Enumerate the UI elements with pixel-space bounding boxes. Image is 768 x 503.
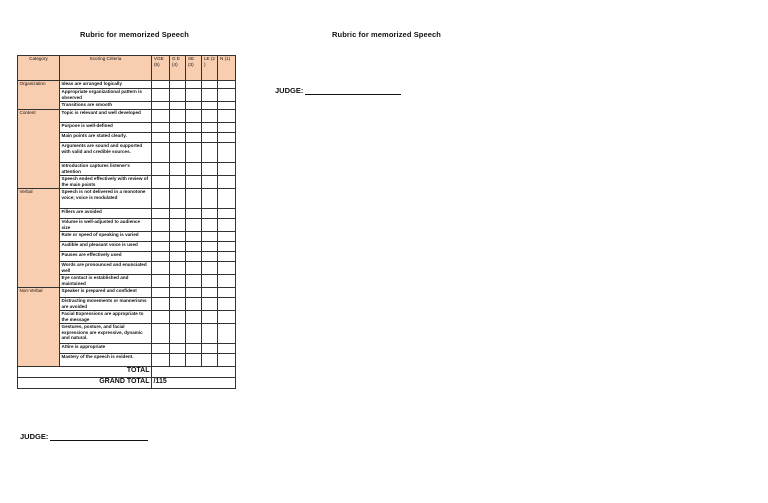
- score-cell[interactable]: [218, 163, 236, 176]
- table-row: [18, 288, 236, 298]
- judge-label: JUDGE:: [275, 86, 304, 95]
- score-cell[interactable]: [170, 275, 186, 288]
- criteria-cell: Words are pronounced and enunciated well: [60, 262, 152, 275]
- score-cell[interactable]: [170, 311, 186, 324]
- score-cell[interactable]: [152, 242, 170, 252]
- judge-signature-bottom: [20, 432, 148, 441]
- score-cell[interactable]: [202, 133, 218, 143]
- grand-total-label: GRAND TOTAL: [18, 378, 152, 389]
- criteria-cell: Arguments are sound and supported with valid and credible sources.: [60, 143, 152, 163]
- score-cell[interactable]: [170, 89, 186, 102]
- score-cell[interactable]: [170, 133, 186, 143]
- grand-total-value: /115: [152, 378, 236, 389]
- category-cell: Non-Verbal: [18, 288, 60, 367]
- score-cell[interactable]: [186, 262, 202, 275]
- total-value-cell[interactable]: [152, 367, 236, 378]
- score-cell[interactable]: [202, 275, 218, 288]
- score-cell[interactable]: [152, 143, 170, 163]
- table-header-row: [18, 56, 236, 81]
- score-cell[interactable]: [152, 275, 170, 288]
- criteria-cell: Audible and pleasant voice is used: [60, 242, 152, 252]
- score-cell[interactable]: [152, 252, 170, 262]
- score-cell[interactable]: [186, 288, 202, 298]
- score-cell[interactable]: [152, 89, 170, 102]
- score-cell[interactable]: [202, 298, 218, 311]
- criteria-cell: Mastery of the speech is evident.: [60, 354, 152, 367]
- header-rating-ge: G E (4): [170, 56, 186, 81]
- criteria-cell: Pauses are effectively used: [60, 252, 152, 262]
- criteria-cell: Speaker is prepared and confident: [60, 288, 152, 298]
- table-row: [18, 110, 236, 123]
- rubric-table: [17, 55, 236, 389]
- score-cell[interactable]: [218, 252, 236, 262]
- total-label: TOTAL: [18, 367, 152, 378]
- score-cell[interactable]: [152, 262, 170, 275]
- score-cell[interactable]: [202, 242, 218, 252]
- score-cell[interactable]: [202, 89, 218, 102]
- score-cell[interactable]: [186, 189, 202, 209]
- score-cell[interactable]: [170, 232, 186, 242]
- criteria-cell: Facial Expressions are appropriate to the message: [60, 311, 152, 324]
- criteria-cell: Main points are stated clearly.: [60, 133, 152, 143]
- score-cell[interactable]: [186, 311, 202, 324]
- score-cell[interactable]: [152, 288, 170, 298]
- criteria-cell: Purpose is well-defined: [60, 123, 152, 133]
- score-cell[interactable]: [152, 81, 170, 89]
- criteria-cell: Volume is well-adjusted to audience size: [60, 219, 152, 232]
- score-cell[interactable]: [202, 324, 218, 344]
- criteria-cell: Introduction captures listener's attention: [60, 163, 152, 176]
- score-cell[interactable]: [170, 219, 186, 232]
- table-row: [18, 189, 236, 209]
- score-cell[interactable]: [152, 311, 170, 324]
- category-cell: Content: [18, 110, 60, 189]
- criteria-cell: Gestures, posture, and facial expressions are expressive, dynamic and natural.: [60, 324, 152, 344]
- criteria-cell: Distracting movements or mannerisms are avoided: [60, 298, 152, 311]
- score-cell[interactable]: [170, 81, 186, 89]
- score-cell[interactable]: [186, 176, 202, 189]
- score-cell[interactable]: [202, 102, 218, 110]
- score-cell[interactable]: [202, 209, 218, 219]
- score-cell[interactable]: [186, 123, 202, 133]
- score-cell[interactable]: [152, 232, 170, 242]
- score-cell[interactable]: [152, 176, 170, 189]
- criteria-cell: Speech is not delivered in a monotone voice; voice is modulated: [60, 189, 152, 209]
- score-cell[interactable]: [186, 89, 202, 102]
- score-cell[interactable]: [218, 110, 236, 123]
- criteria-cell: Ideas are arranged logically: [60, 81, 152, 89]
- score-cell[interactable]: [202, 262, 218, 275]
- score-cell[interactable]: [186, 81, 202, 89]
- score-cell[interactable]: [170, 143, 186, 163]
- criteria-cell: Speech ended effectively with review of the main points: [60, 176, 152, 189]
- score-cell[interactable]: [152, 102, 170, 110]
- score-cell[interactable]: [186, 324, 202, 344]
- score-cell[interactable]: [170, 123, 186, 133]
- page-title-right: Rubric for memorized Speech: [332, 30, 441, 39]
- score-cell[interactable]: [218, 209, 236, 219]
- grand-total-row: [18, 378, 236, 389]
- judge-signature-line[interactable]: [50, 433, 148, 441]
- criteria-cell: Eye contact is established and maintained: [60, 275, 152, 288]
- score-cell[interactable]: [202, 232, 218, 242]
- score-cell[interactable]: [152, 133, 170, 143]
- score-cell[interactable]: [186, 275, 202, 288]
- score-cell[interactable]: [218, 81, 236, 89]
- header-category: Category: [18, 56, 60, 81]
- total-row: [18, 367, 236, 378]
- score-cell[interactable]: [170, 242, 186, 252]
- score-cell[interactable]: [218, 262, 236, 275]
- category-cell: Organization: [18, 81, 60, 110]
- score-cell[interactable]: [152, 110, 170, 123]
- score-cell[interactable]: [170, 189, 186, 209]
- score-cell[interactable]: [202, 143, 218, 163]
- score-cell[interactable]: [186, 209, 202, 219]
- score-cell[interactable]: [202, 189, 218, 209]
- score-cell[interactable]: [202, 123, 218, 133]
- score-cell[interactable]: [170, 324, 186, 344]
- score-cell[interactable]: [152, 123, 170, 133]
- score-cell[interactable]: [170, 298, 186, 311]
- score-cell[interactable]: [218, 232, 236, 242]
- score-cell[interactable]: [218, 89, 236, 102]
- judge-signature-right: [275, 86, 401, 95]
- score-cell[interactable]: [202, 219, 218, 232]
- header-rating-n: N (1): [218, 56, 236, 81]
- score-cell[interactable]: [202, 354, 218, 367]
- score-cell[interactable]: [170, 354, 186, 367]
- score-cell[interactable]: [186, 143, 202, 163]
- score-cell[interactable]: [152, 209, 170, 219]
- category-cell: Verbal: [18, 189, 60, 288]
- judge-label: JUDGE:: [20, 432, 49, 441]
- score-cell[interactable]: [170, 288, 186, 298]
- judge-signature-line[interactable]: [305, 87, 401, 95]
- score-cell[interactable]: [170, 110, 186, 123]
- score-cell[interactable]: [152, 298, 170, 311]
- rubric-body: [18, 81, 236, 367]
- score-cell[interactable]: [152, 189, 170, 209]
- header-rating-le: LE (2 ): [202, 56, 218, 81]
- criteria-cell: Rate or speed of speaking is varied: [60, 232, 152, 242]
- score-cell[interactable]: [218, 189, 236, 209]
- header-rating-vge: VGE (5): [152, 56, 170, 81]
- score-cell[interactable]: [218, 311, 236, 324]
- criteria-cell: Topic is relevant and well developed: [60, 110, 152, 123]
- score-cell[interactable]: [170, 102, 186, 110]
- score-cell[interactable]: [202, 344, 218, 354]
- score-cell[interactable]: [152, 163, 170, 176]
- score-cell[interactable]: [186, 354, 202, 367]
- score-cell[interactable]: [202, 81, 218, 89]
- criteria-cell: Appropriate organizational pattern is observed: [60, 89, 152, 102]
- score-cell[interactable]: [170, 344, 186, 354]
- score-cell[interactable]: [218, 143, 236, 163]
- score-cell[interactable]: [202, 163, 218, 176]
- score-cell[interactable]: [218, 176, 236, 189]
- score-cell[interactable]: [186, 219, 202, 232]
- score-cell[interactable]: [218, 219, 236, 232]
- criteria-cell: Fillers are avoided: [60, 209, 152, 219]
- score-cell[interactable]: [186, 133, 202, 143]
- score-cell[interactable]: [218, 344, 236, 354]
- score-cell[interactable]: [218, 102, 236, 110]
- criteria-cell: Attire is appropriate: [60, 344, 152, 354]
- score-cell[interactable]: [218, 275, 236, 288]
- score-cell[interactable]: [170, 176, 186, 189]
- score-cell[interactable]: [186, 110, 202, 123]
- score-cell[interactable]: [218, 123, 236, 133]
- score-cell[interactable]: [202, 288, 218, 298]
- header-rating-se: SE (3): [186, 56, 202, 81]
- score-cell[interactable]: [218, 324, 236, 344]
- score-cell[interactable]: [202, 176, 218, 189]
- score-cell[interactable]: [186, 163, 202, 176]
- page-title-left: Rubric for memorized Speech: [80, 30, 189, 39]
- score-cell[interactable]: [152, 354, 170, 367]
- score-cell[interactable]: [202, 252, 218, 262]
- score-cell[interactable]: [186, 232, 202, 242]
- header-criteria: Scoring Criteria: [60, 56, 152, 81]
- score-cell[interactable]: [186, 252, 202, 262]
- score-cell[interactable]: [186, 298, 202, 311]
- score-cell[interactable]: [218, 354, 236, 367]
- score-cell[interactable]: [218, 133, 236, 143]
- score-cell[interactable]: [218, 288, 236, 298]
- score-cell[interactable]: [218, 242, 236, 252]
- score-cell[interactable]: [170, 262, 186, 275]
- score-cell[interactable]: [218, 298, 236, 311]
- score-cell[interactable]: [202, 311, 218, 324]
- score-cell[interactable]: [152, 344, 170, 354]
- score-cell[interactable]: [186, 102, 202, 110]
- score-cell[interactable]: [170, 252, 186, 262]
- score-cell[interactable]: [152, 219, 170, 232]
- score-cell[interactable]: [186, 344, 202, 354]
- score-cell[interactable]: [186, 242, 202, 252]
- score-cell[interactable]: [170, 209, 186, 219]
- score-cell[interactable]: [152, 324, 170, 344]
- score-cell[interactable]: [170, 163, 186, 176]
- score-cell[interactable]: [202, 110, 218, 123]
- criteria-cell: Transitions are smooth: [60, 102, 152, 110]
- table-row: [18, 81, 236, 89]
